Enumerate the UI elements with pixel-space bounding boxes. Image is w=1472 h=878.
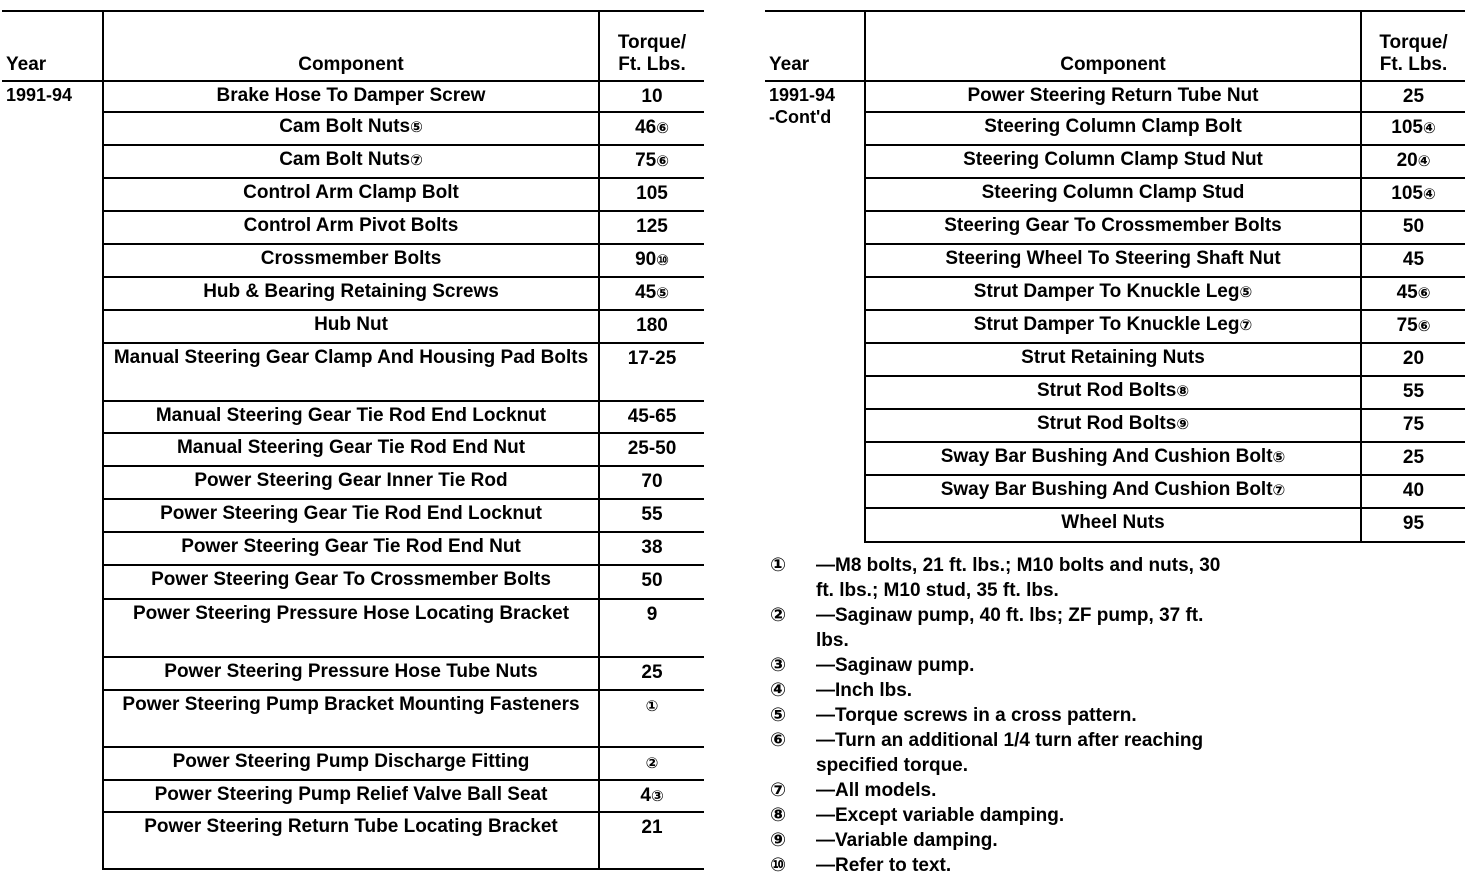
year-label: 1991-94: [769, 85, 836, 105]
torque-value: 55: [641, 504, 663, 525]
component-cell: [103, 532, 599, 565]
torque-cell: [1361, 409, 1465, 442]
table-row: [2, 178, 704, 211]
footnote-marker: ④: [1423, 186, 1436, 203]
table-row: [2, 244, 704, 277]
torque-cell: [599, 599, 704, 657]
footnote-text: —M8 bolts, 21 ft. lbs.; M10 bolts and nuts, 30 ft. lbs.; M10 stud, 35 ft. lbs.: [816, 555, 1221, 601]
torque-value: 45: [635, 282, 657, 303]
component-cell: [103, 812, 599, 869]
component-name: Cam Bolt Nuts: [279, 149, 411, 170]
torque-value: 105: [636, 183, 668, 204]
component-name: Brake Hose To Damper Screw: [216, 85, 486, 106]
footnote-marker: ⑤: [1239, 284, 1253, 301]
torque-value: 95: [1402, 513, 1425, 534]
table-row: [2, 532, 704, 565]
torque-cell: [1361, 244, 1465, 277]
table-row: [765, 211, 1465, 244]
table-row: [765, 343, 1465, 376]
footnote-item: [770, 803, 1240, 828]
torque-cell: [1361, 343, 1465, 376]
torque-value: 90: [635, 249, 657, 270]
footnote-marker: ⑥: [656, 153, 669, 170]
component-name: Control Arm Clamp Bolt: [243, 182, 459, 203]
torque-value: 70: [641, 471, 663, 492]
torque-cell: [1361, 310, 1465, 343]
footnote-mark: ⑩: [770, 855, 787, 876]
torque-cell: [599, 343, 704, 401]
table-row: [2, 310, 704, 343]
component-cell: [865, 211, 1361, 244]
torque-value: 10: [641, 86, 663, 107]
torque-header-line2: Ft. Lbs.: [618, 54, 686, 75]
component-cell: [103, 401, 599, 433]
year-cell: [2, 81, 103, 869]
torque-value: 9: [646, 604, 658, 625]
table-row: [765, 277, 1465, 310]
footnote-marker: ③: [650, 788, 664, 805]
footnote-item: [770, 653, 1240, 678]
component-name: Power Steering Gear Tie Rod End Nut: [181, 536, 521, 557]
torque-value: 45: [1396, 282, 1418, 303]
component-cell: [865, 442, 1361, 475]
table-row: [765, 145, 1465, 178]
component-name: Power Steering Gear Inner Tie Rod: [194, 470, 508, 491]
footnote-item: [770, 553, 1240, 603]
table-row: [2, 112, 704, 145]
component-cell: [103, 343, 599, 401]
footnote-marker: ⑦: [1239, 317, 1253, 334]
footnote-mark: ⑦: [770, 780, 787, 801]
table-row: [2, 211, 704, 244]
component-cell: [103, 244, 599, 277]
component-cell: [103, 178, 599, 211]
component-header: Component: [865, 11, 1361, 81]
torque-value: 45-65: [627, 406, 677, 427]
component-name: Crossmember Bolts: [260, 248, 442, 269]
torque-header: [1361, 11, 1465, 81]
year-header: Year: [765, 11, 865, 81]
component-name: Strut Rod Bolts: [1036, 380, 1177, 401]
component-cell: [865, 409, 1361, 442]
footnote-mark: ②: [770, 605, 787, 626]
footnote-item: [770, 603, 1240, 653]
torque-value: 105: [1391, 183, 1423, 204]
footnote-marker: ⑥: [1417, 318, 1431, 335]
component-name: Power Steering Gear Tie Rod End Locknut: [160, 503, 542, 524]
component-name: Manual Steering Gear Tie Rod End Locknut: [155, 405, 547, 426]
component-cell: [865, 81, 1361, 112]
footnote-mark: ⑨: [770, 830, 787, 851]
table-row: [2, 565, 704, 599]
table-row: [2, 433, 704, 466]
table-row: [2, 812, 704, 869]
torque-value: 125: [636, 216, 668, 237]
component-name: Strut Damper To Knuckle Leg: [973, 314, 1240, 335]
torque-cell: [599, 780, 704, 812]
left-torque-table: [2, 10, 704, 870]
torque-value: 21: [641, 817, 663, 838]
footnote-marker: ①: [645, 698, 659, 715]
table-row: [2, 466, 704, 499]
footnote-marker: ②: [645, 755, 659, 772]
torque-value: 75: [1402, 414, 1425, 435]
component-name: Strut Damper To Knuckle Leg: [973, 281, 1240, 302]
year-continued-label: -Cont'd: [769, 107, 832, 127]
component-cell: [865, 508, 1361, 542]
component-name: Manual Steering Gear Clamp And Housing Pad Bolts: [113, 347, 589, 368]
component-cell: [103, 466, 599, 499]
component-name: Steering Column Clamp Stud Nut: [963, 149, 1263, 170]
component-name: Power Steering Pump Bracket Mounting Fasteners: [122, 694, 580, 715]
component-cell: [865, 244, 1361, 277]
footnote-item: [770, 778, 1240, 803]
torque-value: 45: [1402, 249, 1425, 270]
torque-value: 25: [1402, 447, 1425, 468]
torque-header-line1: Torque/: [617, 32, 687, 53]
component-cell: [103, 747, 599, 780]
component-name: Hub Nut: [314, 314, 388, 335]
right-torque-table: [765, 10, 1465, 543]
table-row: [765, 508, 1465, 542]
footnote-mark: ③: [770, 655, 787, 676]
torque-cell: [1361, 145, 1465, 178]
table-row: [765, 178, 1465, 211]
table-row: [765, 112, 1465, 145]
component-cell: [103, 277, 599, 310]
table-row: [765, 376, 1465, 409]
footnote-item: [770, 828, 1240, 853]
table-row: [2, 690, 704, 747]
footnote-marker: ⑤: [656, 285, 669, 302]
component-cell: [103, 81, 599, 112]
component-name: Sway Bar Bushing And Cushion Bolt: [940, 479, 1273, 500]
table-row: [2, 343, 704, 401]
torque-header: [599, 11, 704, 81]
torque-cell: [1361, 211, 1465, 244]
footnote-marker: ⑨: [1176, 416, 1190, 433]
component-name: Power Steering Return Tube Nut: [967, 85, 1259, 106]
torque-value: 105: [1391, 117, 1423, 138]
component-cell: [865, 376, 1361, 409]
component-name: Steering Wheel To Steering Shaft Nut: [945, 248, 1281, 269]
footnote-marker: ⑥: [656, 120, 669, 137]
component-cell: [865, 277, 1361, 310]
footnote-marker: ⑤: [1272, 449, 1286, 466]
component-name: Steering Column Clamp Stud: [981, 182, 1245, 203]
footnote-legend: [770, 553, 1240, 878]
footnote-marker: ④: [1423, 120, 1436, 137]
table-row: [765, 409, 1465, 442]
component-cell: [103, 499, 599, 532]
torque-cell: [599, 178, 704, 211]
table-row: [765, 310, 1465, 343]
torque-cell: [599, 499, 704, 532]
component-cell: [103, 657, 599, 690]
table-row: [2, 499, 704, 532]
component-name: Power Steering Pump Discharge Fitting: [172, 751, 530, 772]
component-name: Strut Retaining Nuts: [1021, 347, 1205, 368]
table-row: [2, 277, 704, 310]
torque-cell: [599, 657, 704, 690]
footnote-mark: ①: [770, 555, 787, 576]
component-cell: [865, 112, 1361, 145]
component-name: Power Steering Pump Relief Valve Ball Seat: [154, 784, 548, 805]
torque-cell: [599, 112, 704, 145]
torque-cell: [599, 532, 704, 565]
torque-value: 75: [1396, 315, 1418, 336]
torque-cell: [1361, 81, 1465, 112]
footnote-text: —Except variable damping.: [816, 805, 1065, 826]
component-cell: [103, 310, 599, 343]
table-row: [765, 475, 1465, 508]
component-name: Power Steering Pressure Hose Tube Nuts: [164, 661, 538, 682]
torque-cell: [599, 277, 704, 310]
torque-cell: [599, 81, 704, 112]
torque-cell: [599, 747, 704, 780]
component-name: Cam Bolt Nuts: [279, 116, 411, 137]
torque-cell: [599, 433, 704, 466]
torque-cell: [599, 690, 704, 747]
torque-value: 75: [635, 150, 657, 171]
component-header: Component: [103, 11, 599, 81]
torque-value: 50: [641, 570, 663, 591]
torque-value: 20: [1396, 150, 1418, 171]
component-cell: [103, 145, 599, 178]
torque-cell: [599, 812, 704, 869]
table-row: [2, 747, 704, 780]
torque-value: 25: [1402, 86, 1425, 107]
component-name: Power Steering Pressure Hose Locating Bracket: [132, 603, 570, 624]
footnote-marker: ⑩: [656, 252, 669, 269]
torque-value: 20: [1402, 348, 1425, 369]
torque-cell: [1361, 277, 1465, 310]
torque-value: 25: [641, 662, 663, 683]
torque-cell: [1361, 112, 1465, 145]
component-cell: [865, 475, 1361, 508]
torque-cell: [599, 466, 704, 499]
component-cell: [103, 433, 599, 466]
footnote-text: —Saginaw pump.: [816, 655, 975, 676]
year-header: Year: [2, 11, 103, 81]
footnote-mark: ④: [770, 680, 787, 701]
torque-cell: [1361, 475, 1465, 508]
footnote-text: —Torque screws in a cross pattern.: [816, 705, 1137, 726]
footnote-item: [770, 703, 1240, 728]
footnote-marker: ⑦: [1272, 482, 1286, 499]
component-name: Control Arm Pivot Bolts: [243, 215, 459, 236]
footnote-item: [770, 678, 1240, 703]
torque-value: 17-25: [627, 348, 677, 369]
torque-cell: [599, 244, 704, 277]
footnote-text: —Turn an additional 1/4 turn after reaching specified torque.: [816, 730, 1204, 776]
torque-cell: [1361, 442, 1465, 475]
torque-cell: [599, 145, 704, 178]
footnote-marker: ⑥: [1417, 285, 1431, 302]
table-row: [2, 81, 704, 112]
footnote-marker: ⑤: [410, 119, 423, 136]
component-cell: [865, 178, 1361, 211]
torque-cell: [599, 401, 704, 433]
torque-value: 40: [1402, 480, 1425, 501]
torque-cell: [1361, 376, 1465, 409]
torque-header-line2: Ft. Lbs.: [1379, 54, 1448, 75]
torque-cell: [599, 565, 704, 599]
table-row: [2, 657, 704, 690]
torque-value: 46: [635, 117, 657, 138]
component-name: Steering Column Clamp Bolt: [984, 116, 1242, 137]
table-row: [765, 244, 1465, 277]
footnote-marker: ⑦: [410, 152, 423, 169]
torque-cell: [1361, 178, 1465, 211]
component-cell: [865, 310, 1361, 343]
torque-value: 38: [641, 537, 663, 558]
torque-value: 55: [1402, 381, 1425, 402]
year-cell: [765, 81, 865, 542]
component-cell: [103, 112, 599, 145]
footnote-text: —Saginaw pump, 40 ft. lbs; ZF pump, 37 ft. lbs.: [816, 605, 1204, 651]
table-row: [765, 442, 1465, 475]
component-name: Hub & Bearing Retaining Screws: [203, 281, 499, 302]
component-cell: [865, 343, 1361, 376]
component-cell: [103, 211, 599, 244]
footnote-item: [770, 853, 1240, 878]
footnote-marker: ④: [1417, 153, 1431, 170]
footnote-marker: ⑧: [1176, 383, 1190, 400]
component-cell: [103, 780, 599, 812]
component-cell: [865, 145, 1361, 178]
component-name: Strut Rod Bolts: [1036, 413, 1177, 434]
table-row: [2, 145, 704, 178]
component-name: Manual Steering Gear Tie Rod End Nut: [176, 437, 526, 458]
component-cell: [103, 565, 599, 599]
torque-value: 4: [640, 785, 651, 806]
torque-header-line1: Torque/: [1379, 32, 1448, 53]
component-cell: [103, 599, 599, 657]
footnote-text: —All models.: [816, 780, 937, 801]
component-cell: [103, 690, 599, 747]
component-name: Power Steering Return Tube Locating Bracket: [144, 816, 558, 837]
footnote-text: —Inch lbs.: [816, 680, 913, 701]
footnote-mark: ⑧: [770, 805, 787, 826]
torque-cell: [599, 310, 704, 343]
component-name: Wheel Nuts: [1061, 512, 1165, 533]
torque-value: 25-50: [627, 438, 677, 459]
footnote-item: [770, 728, 1240, 778]
torque-cell: [599, 211, 704, 244]
component-name: Sway Bar Bushing And Cushion Bolt: [940, 446, 1273, 467]
table-row: [765, 81, 1465, 112]
footnote-mark: ⑥: [770, 730, 787, 751]
footnote-text: —Variable damping.: [816, 830, 998, 851]
component-name: Steering Gear To Crossmember Bolts: [944, 215, 1282, 236]
year-label: 1991-94: [6, 85, 73, 105]
table-row: [2, 599, 704, 657]
component-name: Power Steering Gear To Crossmember Bolts: [151, 569, 551, 590]
table-row: [2, 780, 704, 812]
footnote-mark: ⑤: [770, 705, 787, 726]
torque-value: 50: [1402, 216, 1425, 237]
table-row: [2, 401, 704, 433]
torque-cell: [1361, 508, 1465, 542]
torque-value: 180: [636, 315, 668, 336]
footnote-text: —Refer to text.: [816, 855, 952, 876]
